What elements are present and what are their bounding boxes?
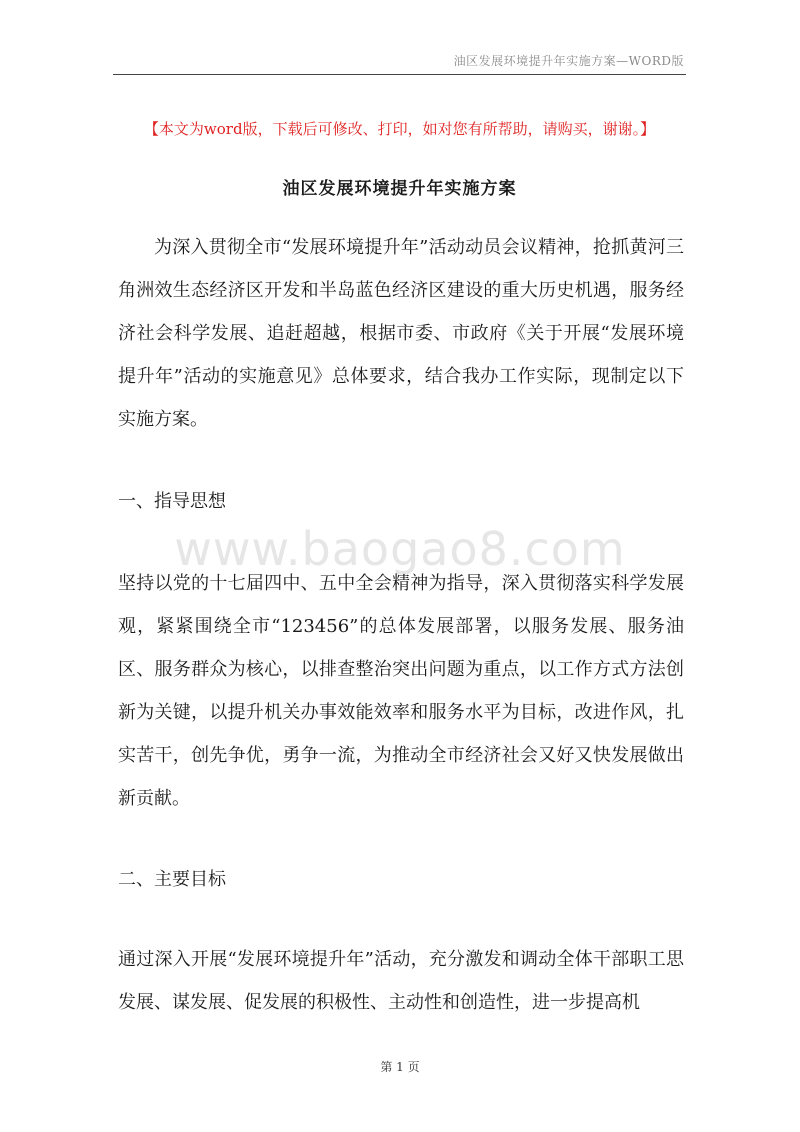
- page-number: 第 1 页: [380, 1060, 420, 1074]
- header-divider: [113, 74, 686, 75]
- download-notice: 【本文为word版，下载后可修改、打印，如对您有所帮助，请购买，谢谢。】: [143, 120, 656, 138]
- section-heading-guiding-ideology: 一、指导思想: [118, 491, 226, 512]
- watermark: www.baogao8.com: [174, 522, 626, 576]
- running-header: 油区发展环境提升年实施方案—WORD版: [453, 54, 684, 68]
- document-title: 油区发展环境提升年实施方案: [282, 179, 517, 199]
- intro-paragraph: 为深入贯彻全市“发展环境提升年”活动动员会议精神，抢抓黄河三角洲效生态经济区开发和半岛蓝色经济区建设的重大历史机遇，服务经济社会科学发展、追赶超越，根据市委、市政府《关于开展“发展环境提升年”活动的实施意见》总体要求，结合我办工作实际，现制定以下实施方案。: [118, 237, 684, 430]
- section-body-guiding-ideology: 坚持以党的十七届四中、五中全会精神为指导，深入贯彻落实科学发展观，紧紧围绕全市“123456”的总体发展部署，以服务发展、服务油区、服务群众为核心，以排查整治突出问题为重点，以工作方式方法创新为关键，以提升机关办事效能效率和服务水平为目标，改进作风，扎实苦干，创先争优，勇争一流，为推动全市经济社会又好又快发展做出新贡献。: [118, 573, 684, 809]
- section-body-main-goals: 通过深入开展“发展环境提升年”活动，充分激发和调动全体干部职工思发展、谋发展、促发展的积极性、主动性和创造性，进一步提高机: [118, 949, 684, 1013]
- section-heading-main-goals: 二、主要目标: [118, 869, 226, 890]
